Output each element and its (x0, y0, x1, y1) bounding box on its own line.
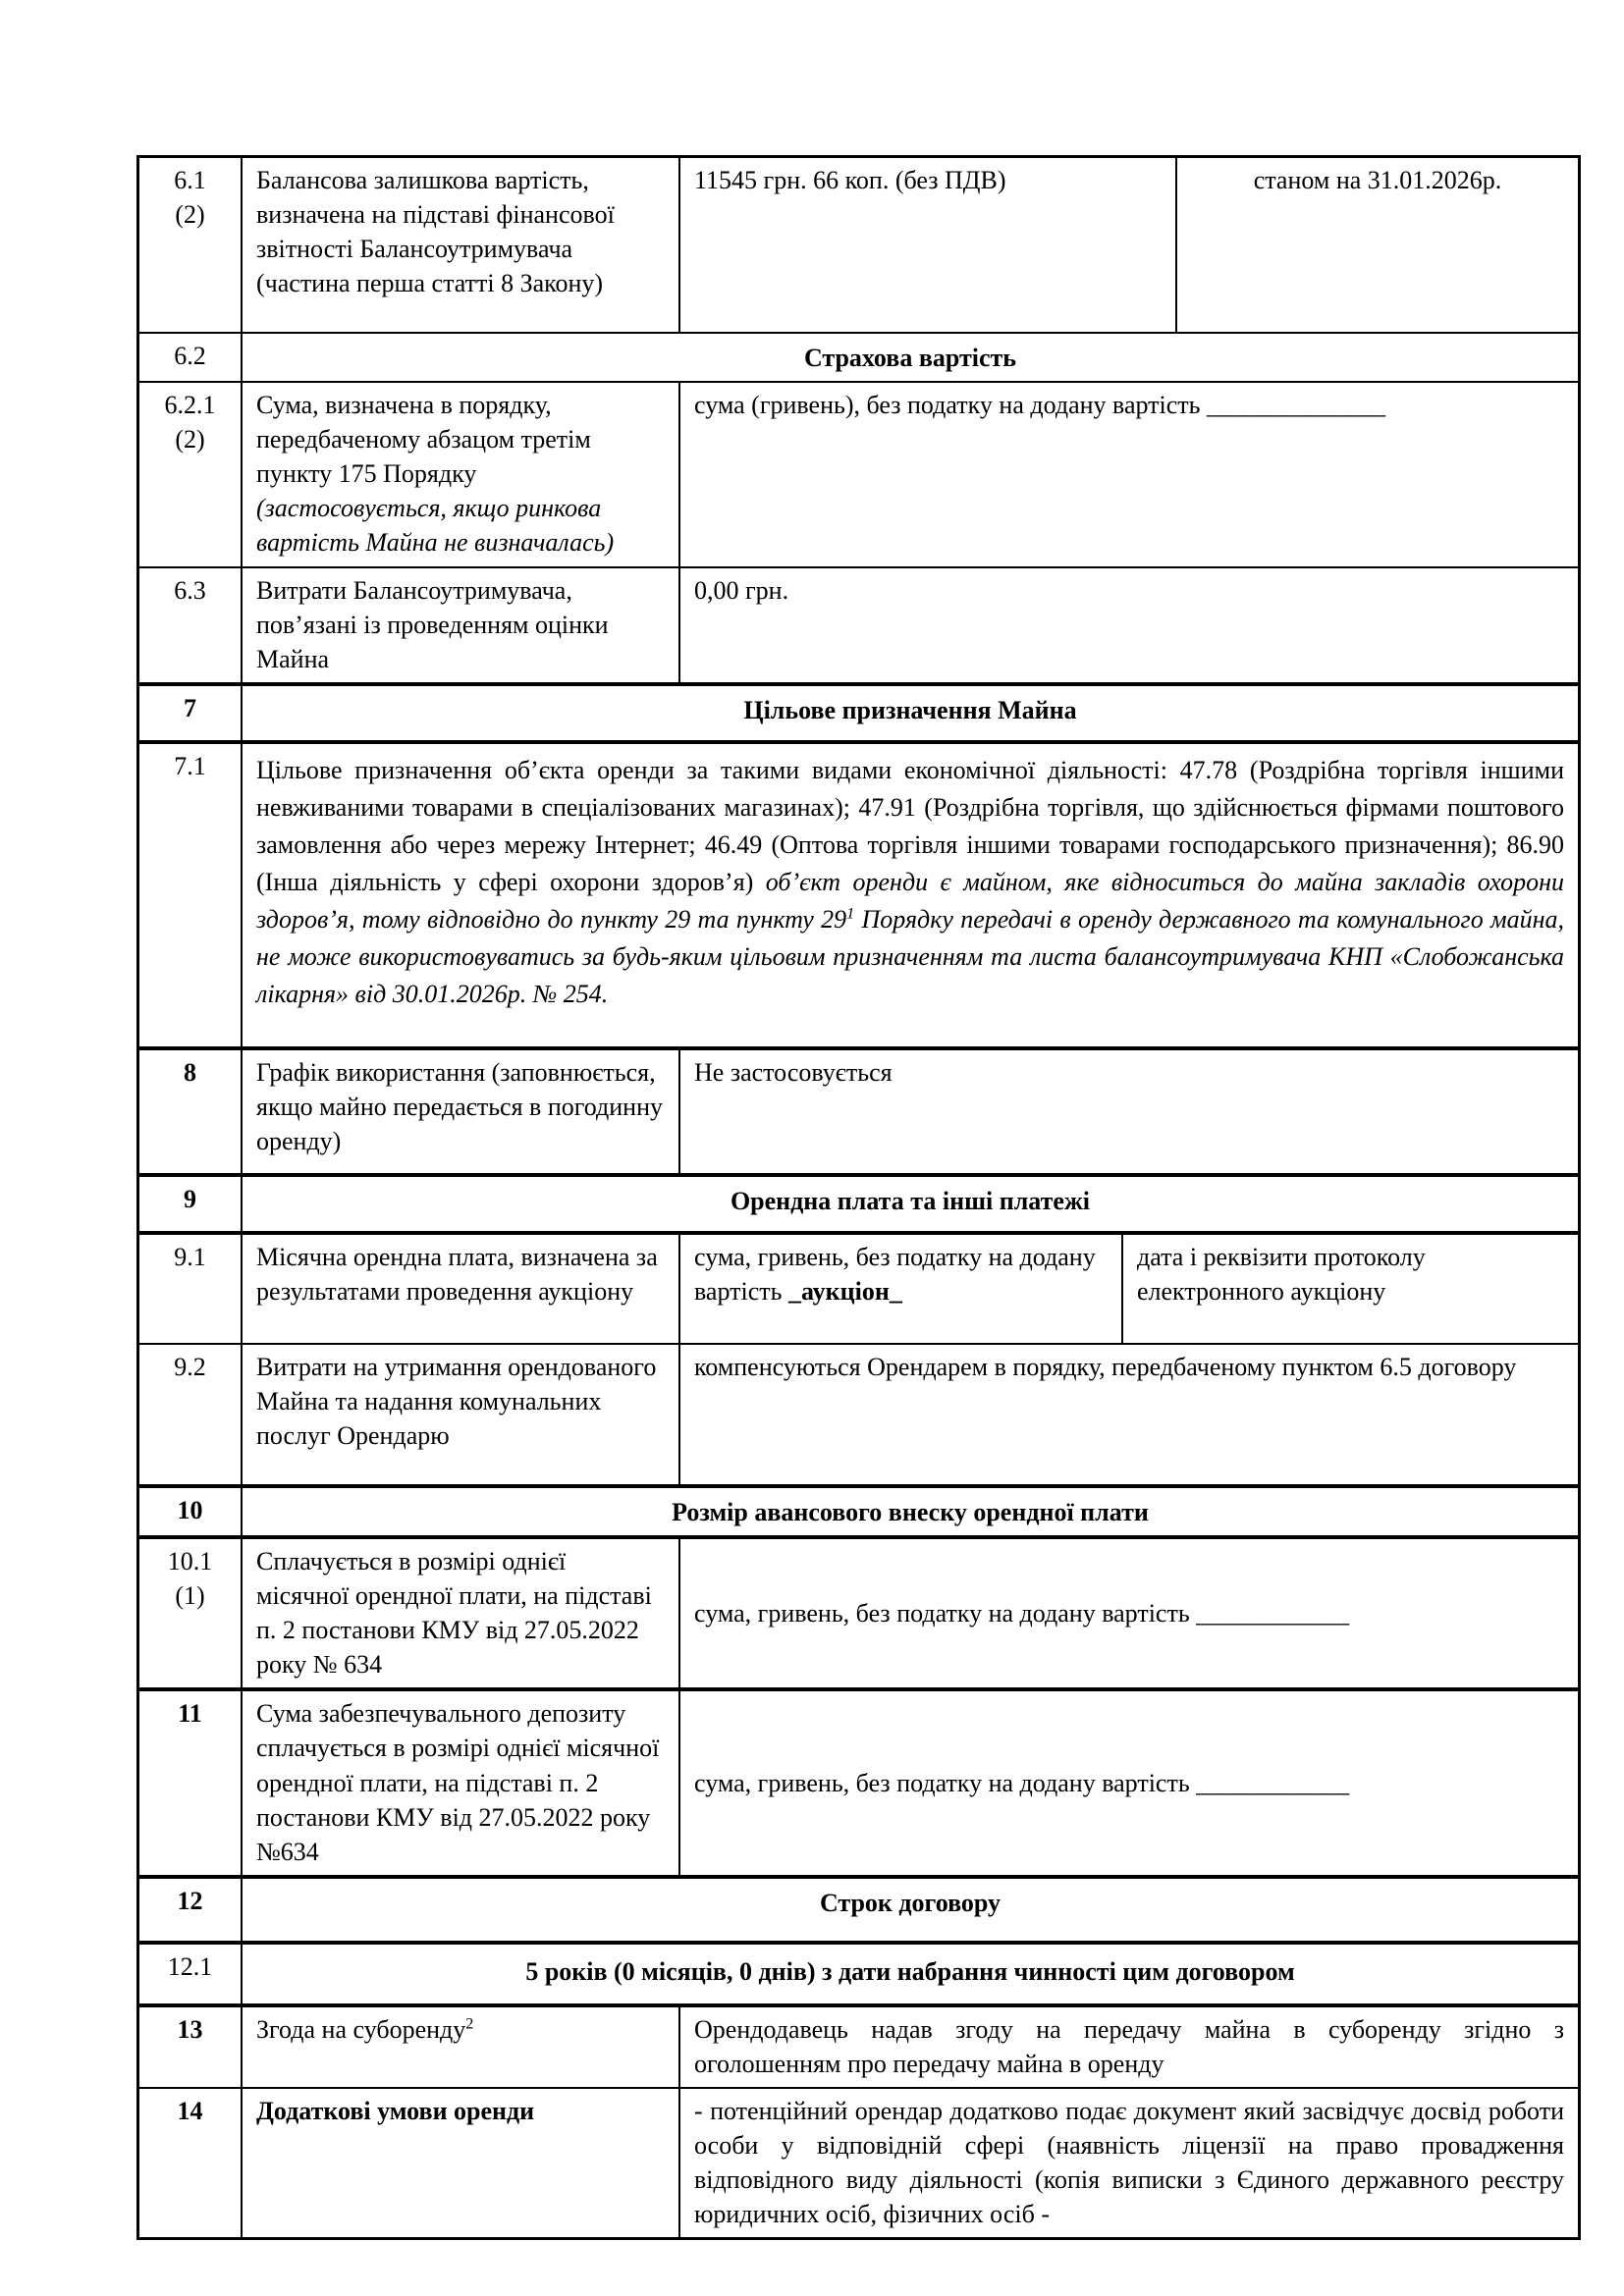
row-number: 8 (139, 1050, 243, 1173)
row-9-2 (139, 1343, 1578, 1484)
row-number: 9.1 (139, 1235, 243, 1343)
row-number: 11 (139, 1691, 243, 1874)
row-number (139, 383, 243, 565)
row-value: сума (гривень), без податку на додану вартість ______________ (694, 391, 1385, 420)
row-label-text: Сума, визначена в порядку, передбаченому абзацом третім пункту 175 Порядку (256, 391, 591, 489)
row-label: Місячна орендна плата, визначена за результатами проведення аукціону (243, 1235, 680, 1343)
section-title: Орендна плата та інші платежі (730, 1186, 1091, 1215)
row-value: 0,00 грн. (694, 575, 789, 605)
section-title: Страхова вартість (803, 344, 1017, 372)
row-label: Додаткові умови оренди (243, 2089, 680, 2237)
row-label-note: (застосовується, якщо ринкова вартість Майна не визначалась) (256, 494, 615, 558)
value-text: сума, гривень, без податку на додану вартість ____________ (694, 1768, 1350, 1797)
row-number: 9 (139, 1177, 243, 1231)
row-10-section (139, 1484, 1578, 1535)
purpose-text-italic-cont: Порядку передачі в оренду державного та комунального майна, не може використовуватись за будь-яким цільовим призначенням та листа балансоутримувача КНП «Слобожанська лікарня» від 30.01.2026р. № 254. (256, 904, 1564, 1008)
row-number: 6.3 (139, 568, 243, 682)
row-13 (139, 2003, 1578, 2087)
row-label: Сплачується в розмірі однієї місячної орендної плати, на підставі п. 2 постанови КМУ від 27.05.2022 року № 634 (243, 1539, 680, 1687)
value-text: сума, гривень, без податку на додану вартість ____________ (694, 1598, 1350, 1628)
row-6-2-section (139, 332, 1578, 381)
row-number-sub: (1) (175, 1581, 205, 1611)
purpose-text-italic: об’єкт оренди є майном, яке відноситься до майна закладів охорони здоров’я, тому відповідно до пункту 29 та пункту 29 (256, 867, 1564, 934)
row-extra: дата і реквізити протоколу електронного аукціону (1137, 1242, 1426, 1306)
row-6-3 (139, 566, 1578, 682)
row-number: 12.1 (139, 1945, 243, 2003)
footnote-sup: 1 (846, 905, 855, 922)
section-title: Цільове призначення Майна (743, 695, 1077, 724)
row-label: Сума забезпечувального депозиту сплачується в розмірі однієї місячної орендної плати, на підставі п. 2 постанови КМУ від 27.05.2022 року №634 (243, 1691, 680, 1874)
row-9-section (139, 1173, 1578, 1231)
section-title: Розмір авансового внеску орендної плати (672, 1497, 1149, 1526)
row-value: компенсуються Орендарем в порядку, передбаченому пунктом 6.5 договору (694, 1352, 1517, 1381)
row-number: 7 (139, 686, 243, 740)
row-value: 11545 грн. 66 коп. (без ПДВ) (680, 158, 1177, 332)
row-label (243, 383, 680, 565)
row-7-section (139, 682, 1578, 740)
section-title: Строк договору (819, 1888, 1001, 1917)
row-label: Витрати на утримання орендованого Майна та надання комунальних послуг Орендарю (243, 1345, 680, 1484)
row-value: Не застосовується (694, 1057, 893, 1087)
row-label-text: Згода на суборенду (256, 2014, 466, 2044)
row-12-section (139, 1875, 1578, 1941)
row-label: Витрати Балансоутримувача, пов’язані із проведенням оцінки Майна (243, 568, 680, 682)
lease-terms-table (136, 155, 1581, 2240)
row-body (243, 744, 1578, 1046)
row-value (680, 1539, 1578, 1687)
purpose-text: Цільове призначення об’єкта оренди за такими видами економічної діяльності: 47.78 (Роздрібна торгівля іншими невживаними товарами в спеціалізованих магазинах); 47.91 (Роздрібна торгівля, що здійснюється фірмами поштового замовлення або через мережу Інтернет; 46.49 (Оптова торгівля іншими товарами господарського призначення); 86.90 (Інша діяльність у сфері охорони здоров’я) (256, 755, 1564, 896)
row-12-1 (139, 1941, 1578, 2003)
row-9-1 (139, 1231, 1578, 1343)
footnote-sup: 2 (465, 2015, 474, 2033)
row-6-1 (139, 158, 1578, 332)
row-number: 14 (139, 2089, 243, 2237)
row-value (680, 1691, 1578, 1874)
row-label (243, 2007, 680, 2087)
row-number: 7.1 (139, 744, 243, 1046)
row-value: Орендодавець надав згоду на передачу майна в суборенду згідно з оголошенням про передачу майна в оренду (694, 2014, 1564, 2078)
row-number-main: 6.2.1 (164, 391, 216, 420)
term-statement: 5 років (0 місяців, 0 днів) з дати набрання чинності цим договором (525, 1956, 1295, 1986)
row-extra: станом на 31.01.2026р. (1253, 166, 1502, 194)
row-8 (139, 1046, 1578, 1173)
row-number-main: 6.1 (174, 166, 206, 194)
row-number: 6.2 (139, 334, 243, 381)
row-value (680, 1235, 1123, 1343)
row-number-main: 10.1 (167, 1546, 213, 1575)
row-number: 13 (139, 2007, 243, 2087)
row-number: 10 (139, 1488, 243, 1535)
row-number-sub: (2) (175, 425, 205, 454)
row-value: - потенційний орендар додатково подає документ який засвідчує досвід роботи особи у відповідній сфері (наявність ліцензії на право провадження відповідного виду діяльності (копія виписки з Єдиного державного реєстру юридичних осіб, фізичних осіб - (694, 2096, 1564, 2229)
row-7-1 (139, 740, 1578, 1046)
row-number (139, 158, 243, 332)
value-auction: _аукціон_ (787, 1276, 902, 1306)
row-14 (139, 2087, 1578, 2237)
value-text: сума, гривень, без податку на додану вартість (694, 1242, 1096, 1306)
row-number: 9.2 (139, 1345, 243, 1484)
row-10-1 (139, 1535, 1578, 1687)
row-label: Балансова залишкова вартість, визначена на підставі фінансової звітності Балансоутримувача (частина перша статті 8 Закону) (243, 158, 680, 332)
row-11 (139, 1687, 1578, 1874)
row-label: Графік використання (заповнюється, якщо майно передається в погодинну оренду) (243, 1050, 680, 1173)
row-number-sub: (2) (175, 200, 205, 230)
row-6-2-1 (139, 381, 1578, 565)
row-number (139, 1539, 243, 1687)
row-number: 12 (139, 1879, 243, 1941)
